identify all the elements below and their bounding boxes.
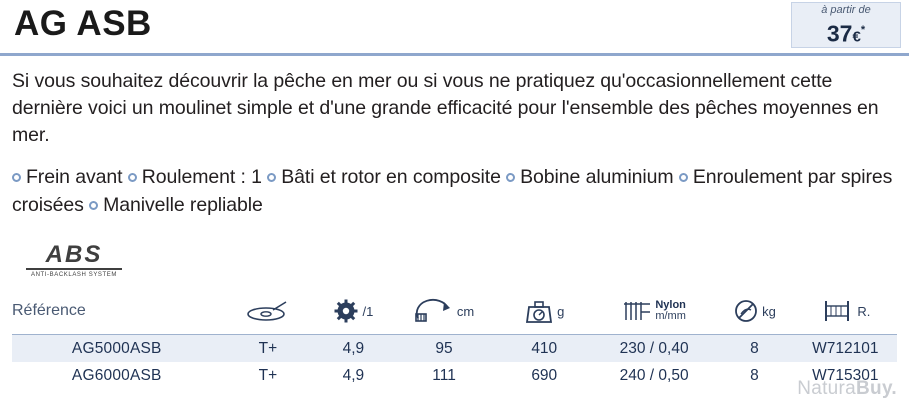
spec-table: [12, 288, 897, 389]
circle-bullet-icon: [679, 173, 688, 182]
weight-unit: g: [557, 303, 565, 319]
spare-label: R.: [857, 303, 871, 319]
feature-label: Manivelle repliable: [103, 194, 263, 216]
drag-icon: [222, 300, 315, 322]
bearings-suffix: /1: [362, 303, 374, 319]
cell-recovery: 111: [432, 366, 456, 384]
watermark: [797, 378, 897, 400]
feature-label: Enroulement par spires croisées: [12, 166, 893, 216]
column-header-recovery: [393, 288, 496, 335]
price-value: 37€*: [826, 20, 866, 47]
currency-symbol: €: [852, 28, 861, 46]
recovery-header-cell: [393, 298, 496, 324]
circle-bullet-icon: [12, 173, 21, 182]
column-header-weight: [496, 288, 593, 335]
gear-icon: [333, 298, 359, 324]
cell-power: 8: [750, 339, 759, 357]
spec-table-container: [12, 288, 897, 389]
table-header: [12, 288, 897, 335]
price-asterisk: *: [860, 24, 866, 36]
column-header-drag: [222, 288, 315, 335]
scale-icon: [524, 297, 554, 325]
table-header-row: [12, 288, 897, 335]
page-title: AG ASB: [14, 4, 152, 43]
cell-drag: T+: [258, 339, 278, 357]
spare-header-cell: [794, 298, 897, 324]
cell-power: 8: [750, 366, 759, 384]
circle-bullet-icon: [506, 173, 515, 182]
circle-bullet-icon: [267, 173, 276, 182]
cell-bearings: 4,9: [342, 339, 365, 357]
no-slip-icon: [733, 298, 759, 324]
cell-spare: W715301: [812, 366, 879, 384]
abs-logo-subtitle: ANTI-BACKLASH SYSTEM: [30, 272, 117, 278]
cell-spare: W712101: [812, 339, 879, 357]
line-recovery-icon: [414, 298, 454, 324]
feature-label: Frein avant: [26, 166, 123, 188]
cell-line: 230 / 0,40: [619, 339, 689, 357]
line-unit: m/mm: [655, 310, 686, 322]
circle-bullet-icon: [89, 201, 98, 210]
feature-label: Bâti et rotor en composite: [281, 166, 501, 188]
watermark-prefix: Natura: [797, 378, 857, 399]
table-body: [12, 335, 897, 390]
list-item: [89, 194, 263, 216]
list-item: [506, 166, 673, 188]
weight-header-cell: [496, 297, 593, 325]
cell-reference: AG6000ASB: [71, 366, 162, 384]
table-row: [12, 335, 897, 363]
cell-line: 240 / 0,50: [619, 366, 689, 384]
cell-recovery: 95: [435, 339, 453, 357]
list-item: [267, 166, 501, 188]
column-header-line: [593, 288, 715, 335]
column-header-spare: [794, 288, 897, 335]
circle-bullet-icon: [128, 173, 137, 182]
feature-label: Roulement : 1: [141, 166, 262, 188]
list-item: [12, 166, 122, 188]
product-description: Si vous souhaitez découvrir la pêche en mer ou si vous ne pratiquez qu'occasionnellement cette dernière voici un moulinet simple et d'une grande efficacité pour l'ensemble des pêches moyennes en mer.: [12, 70, 879, 146]
column-header-reference: Référence: [12, 288, 222, 335]
divider: [26, 268, 122, 270]
page-header: [0, 0, 909, 56]
column-header-power: [715, 288, 793, 335]
line-units-block: [655, 300, 686, 322]
line-capacity-icon: [622, 298, 652, 324]
watermark-suffix: Buy.: [856, 378, 897, 399]
power-unit: kg: [762, 303, 776, 319]
table-row: [12, 362, 897, 389]
feature-list: [12, 163, 897, 219]
cell-weight: 690: [531, 366, 558, 384]
column-header-bearings: [314, 288, 392, 335]
recovery-unit: cm: [456, 303, 475, 319]
list-item: [128, 166, 262, 188]
abs-logo-text: ABS: [45, 241, 103, 268]
line-header-cell: [593, 298, 715, 324]
cell-drag: T+: [258, 366, 278, 384]
line-label: Nylon: [655, 299, 686, 311]
cell-reference: AG5000ASB: [71, 339, 162, 357]
cell-bearings: 4,9: [342, 366, 365, 384]
abs-logo: [26, 243, 122, 278]
feature-label: Bobine aluminium: [520, 166, 674, 188]
spool-icon: [820, 298, 854, 324]
price-badge: [791, 2, 901, 48]
cell-weight: 410: [531, 339, 558, 357]
price-from-label: à partir de: [821, 4, 871, 16]
drag-knob-icon: [246, 300, 290, 322]
power-header-cell: [715, 298, 793, 324]
bearings-header-cell: [314, 298, 392, 324]
